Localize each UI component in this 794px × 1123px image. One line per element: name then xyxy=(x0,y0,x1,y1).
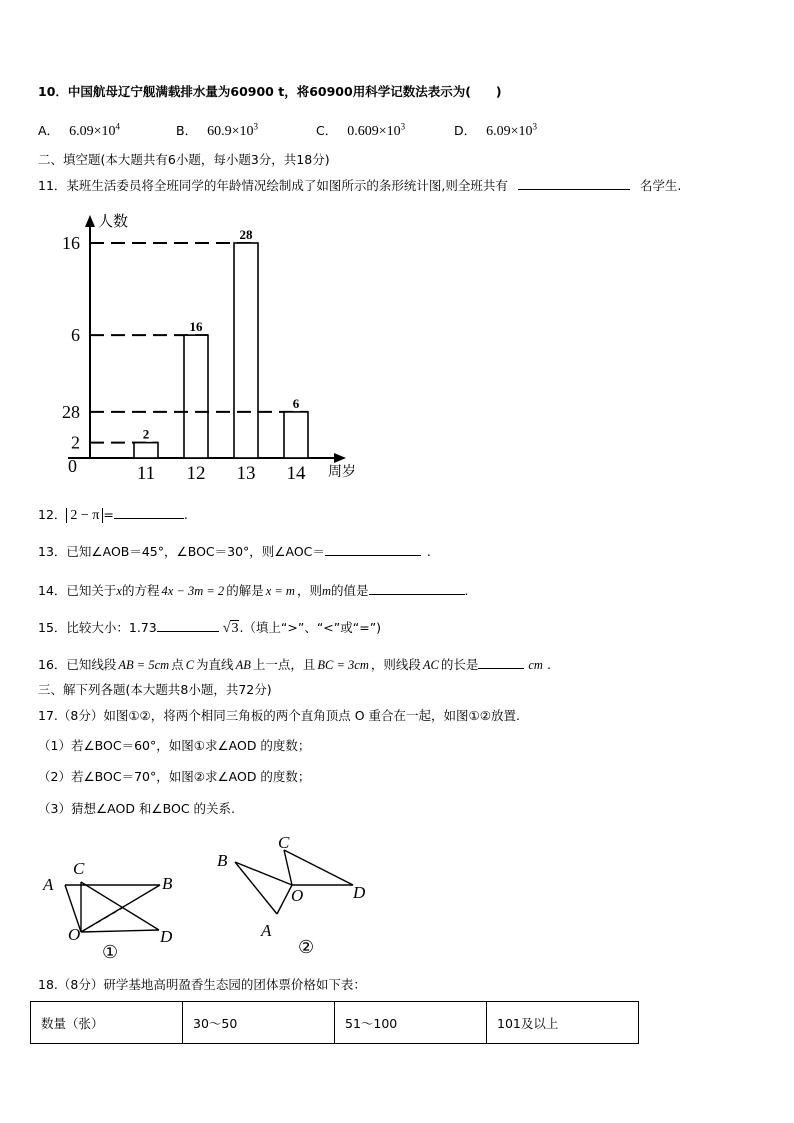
table-cell: 数量（张） xyxy=(31,1002,183,1044)
q14: 14．已知关于x的方程 4x − 3m = 2 的解是 x = m ，则m的值是 . xyxy=(38,583,469,598)
q10-option-d[interactable]: D． $6.09\times 10^3$ xyxy=(454,121,538,139)
chart-bar xyxy=(234,243,258,458)
q17-stem: 17.（8分）如图①②，将两个相同三角板的两个直角顶点 O 重合在一起，如图①②放置. xyxy=(38,708,520,723)
fig1-label-b: B xyxy=(162,874,173,893)
table-cell: 101及以上 xyxy=(487,1002,639,1044)
fig2-label-o: O xyxy=(291,886,304,905)
chart-x-tick-label: 13 xyxy=(236,463,256,484)
section-2-heading: 二、填空题(本大题共有6小题，每小题3分，共18分) xyxy=(38,152,330,167)
q12: 12． 2 − π = . xyxy=(38,507,188,523)
chart-x-tick-label: 14 xyxy=(286,463,306,484)
table-cell: 51～100 xyxy=(335,1002,487,1044)
q18-stem: 18.（8分）研学基地高明盈香生态园的团体票价格如下表： xyxy=(38,977,366,992)
chart-data-label: 16 xyxy=(189,319,203,335)
chart-data-label: 2 xyxy=(142,426,150,442)
q12-abs-expression: 2 − π xyxy=(66,508,103,523)
table-row xyxy=(31,1002,639,1044)
q10-option-b[interactable]: B． $60.9\times 10^3$ xyxy=(176,121,258,139)
chart-y-tick-label: 2 xyxy=(71,432,80,453)
ticket-price-table xyxy=(30,1001,639,1044)
section-3-heading: 三、解下列各题(本大题共8小题，共72分) xyxy=(38,682,272,697)
chart-origin-label: 0 xyxy=(68,456,77,476)
figure-2 xyxy=(205,830,385,965)
fig2-label-a: A xyxy=(261,921,272,940)
chart-y-tick-label: 28 xyxy=(62,401,80,422)
q10-option-a[interactable]: A． $6.09\times 10^4$ xyxy=(38,121,120,139)
fig2-caption: ② xyxy=(298,937,315,957)
q10-stem: 10．中国航母辽宁舰满载排水量为60900 t，将60900用科学记数法表示为( ) xyxy=(38,84,502,99)
chart-data-label: 28 xyxy=(239,227,253,242)
chart-bar xyxy=(184,335,208,458)
q12-answer-blank[interactable] xyxy=(114,506,184,519)
age-bar-chart xyxy=(0,205,380,485)
q15-sqrt: √3 xyxy=(222,621,239,636)
fig2-label-b: B xyxy=(217,851,228,870)
q14-answer-blank[interactable] xyxy=(369,582,465,595)
figure-1 xyxy=(30,830,230,965)
chart-y-tick-label: 6 xyxy=(71,325,80,346)
fig2-label-c: C xyxy=(278,833,290,852)
chart-x-tick-label: 11 xyxy=(136,463,156,484)
chart-y-axis-arrow xyxy=(85,215,95,227)
fig2-label-d: D xyxy=(353,883,366,902)
table-cell: 30～50 xyxy=(183,1002,335,1044)
q13-answer-blank[interactable] xyxy=(325,543,421,556)
chart-data-label: 6 xyxy=(292,395,300,411)
chart-y-tick-label: 16 xyxy=(62,233,80,253)
q15: 15．比较大小：1.73 √3.（填上“>”、“<”或“=”) xyxy=(38,620,382,636)
q15-answer-blank[interactable] xyxy=(157,619,219,632)
q10-option-c[interactable]: C． $0.609\times 10^3$ xyxy=(316,121,406,139)
chart-xlabel: 周岁 xyxy=(328,465,356,480)
fig1-label-o: O xyxy=(68,925,81,944)
fig1-label-d: D xyxy=(160,927,173,946)
fig1-label-c: C xyxy=(73,859,85,878)
q13: 13．已知∠AOB＝45°，∠BOC＝30°，则∠AOC＝ . xyxy=(38,544,431,559)
fig1-caption: ① xyxy=(102,942,119,962)
chart-x-axis-arrow xyxy=(334,453,346,463)
q17-part-3: （3）猜想∠AOD 和∠BOC 的关系. xyxy=(38,801,236,816)
q16: 16．已知线段 AB = 5cm 点 C 为直线 AB 上一点，且 BC = 3cm ，则线段 AC 的长是 cm . xyxy=(38,657,551,672)
chart-x-tick-label: 12 xyxy=(186,463,206,484)
q16-answer-blank[interactable] xyxy=(478,656,524,669)
q17-part-1: （1）若∠BOC＝60°，如图①求∠AOD 的度数； xyxy=(38,738,311,753)
q11-stem: 11．某班生活委员将全班同学的年龄情况绘制成了如图所示的条形统计图,则全班共有 名学生. xyxy=(38,178,682,193)
fig1-label-a: A xyxy=(43,875,54,894)
chart-ylabel: 人数 xyxy=(98,214,129,230)
q17-part-2: （2）若∠BOC＝70°，如图②求∠AOD 的度数； xyxy=(38,769,311,784)
q11-answer-blank[interactable] xyxy=(518,177,630,190)
chart-bar xyxy=(134,443,158,458)
chart-bar xyxy=(284,412,308,458)
